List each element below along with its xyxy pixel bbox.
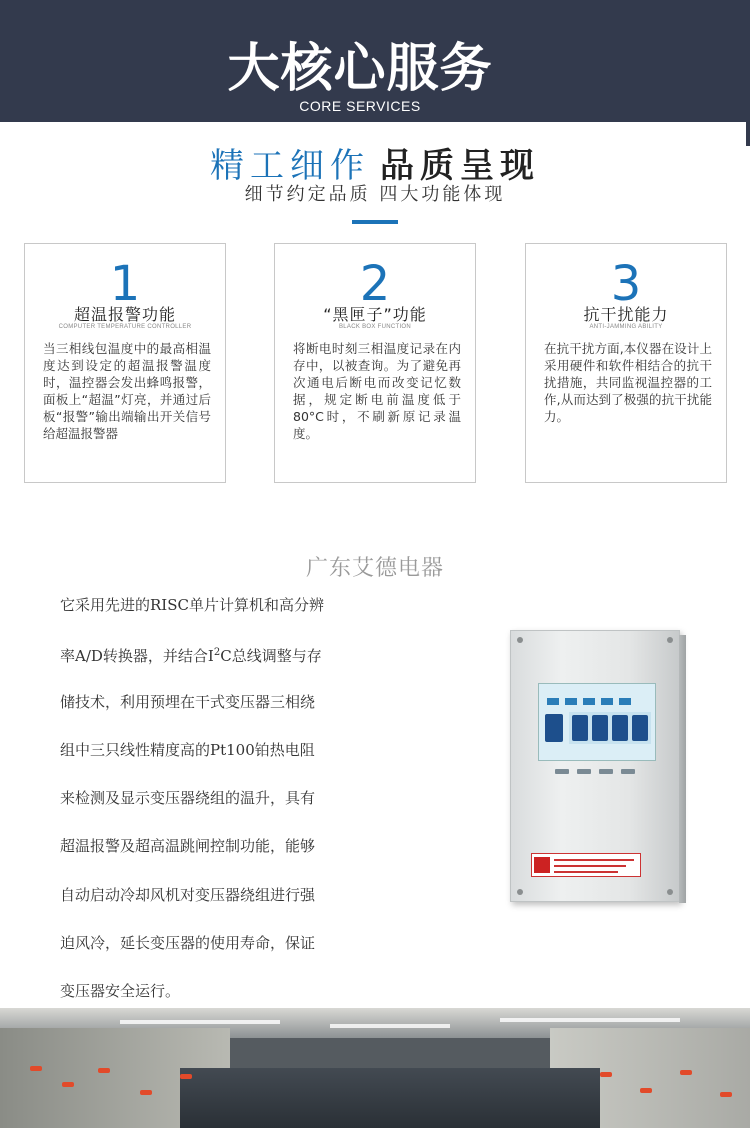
bolt-icon [517, 889, 523, 895]
hero-subtitle: CORE SERVICES [299, 98, 421, 114]
description-text: 率A/D转换器，并结合I [60, 647, 214, 666]
feature-card-2 [274, 243, 476, 483]
feature-card-3 [525, 243, 727, 483]
card-body: 当三相线包温度中的最高相温度达到设定的超温报警温度时，温控器会发出蜂鸣报警，面板上“超温”灯亮，并通过后板“报警”输出端输出开关信号给超温报警器 [43, 341, 211, 441]
temperature-controller-image [510, 630, 680, 902]
card-title: 超温报警功能 [73, 305, 176, 324]
description-line: 来检测及显示变压器绕组的温升，具有 [60, 789, 316, 808]
headline-part-b: 品质呈现 [380, 146, 540, 186]
description-line [60, 638, 350, 686]
digit-display-small [545, 714, 563, 742]
hero-banner [0, 0, 750, 122]
digit-display [569, 712, 651, 744]
description-line: 超温报警及超高温跳闸控制功能，能够 [60, 837, 316, 856]
company-name: 广东艾德电器 [305, 556, 444, 581]
card-number: 3 [610, 256, 642, 312]
accent-divider [352, 220, 398, 224]
description-line: 它采用先进的RISC单片计算机和高分辨 [60, 596, 324, 614]
card-number: 2 [359, 256, 391, 312]
description-line: 储技术，利用预埋在干式变压器三相绕 [60, 692, 316, 711]
feature-card-1 [24, 243, 226, 483]
device-display-panel [538, 683, 656, 761]
superscript: 2 [213, 647, 221, 659]
indicator-leds [547, 690, 647, 700]
card-title: “黑匣子”功能 [323, 305, 427, 324]
hero-title: 大核心服务 [227, 39, 493, 99]
bolt-icon [667, 637, 673, 643]
section-subtitle: 细节约定品质 四大功能体现 [244, 184, 506, 205]
description-line: 变压器安全运行。 [60, 982, 181, 1001]
description-line: 组中三只线性精度高的Pt100铂热电阻 [60, 740, 315, 759]
headline-part-a: 精工细作 [210, 146, 370, 186]
description-text: C总线调整与存 [220, 647, 322, 666]
device-buttons [555, 769, 635, 777]
switchgear-room-photo [0, 1008, 750, 1128]
bolt-icon [517, 637, 523, 643]
description-line: 迫风冷，延长变压器的使用寿命，保证 [60, 934, 316, 953]
bolt-icon [667, 889, 673, 895]
device-side-panel [679, 635, 686, 903]
card-subtitle: COMPUTER TEMPERATURE CONTROLLER [58, 324, 192, 330]
card-subtitle: ANTI-JAMMING ABILITY [589, 324, 663, 330]
card-subtitle: BLACK BOX FUNCTION [338, 324, 412, 330]
device-nameplate [531, 853, 641, 877]
card-title: 抗干扰能力 [583, 305, 669, 324]
description-line: 自动启动冷却风机对变压器绕组进行强 [60, 885, 316, 904]
card-body: 在抗干扰方面,本仪器在设计上采用硬件和软件相结合的抗干扰措施，共同监视温控器的工作,从而达到了极强的抗干扰能力。 [544, 341, 712, 424]
product-description [60, 590, 350, 1025]
card-body: 将断电时刻三相温度记录在内存中，以被查询。为了避免再次通电后断电而改变记忆数据，规定断电前温度低于80°C时，不刷新原记录温度。 [293, 341, 461, 441]
card-number: 1 [109, 256, 141, 312]
logo-icon [534, 857, 550, 873]
